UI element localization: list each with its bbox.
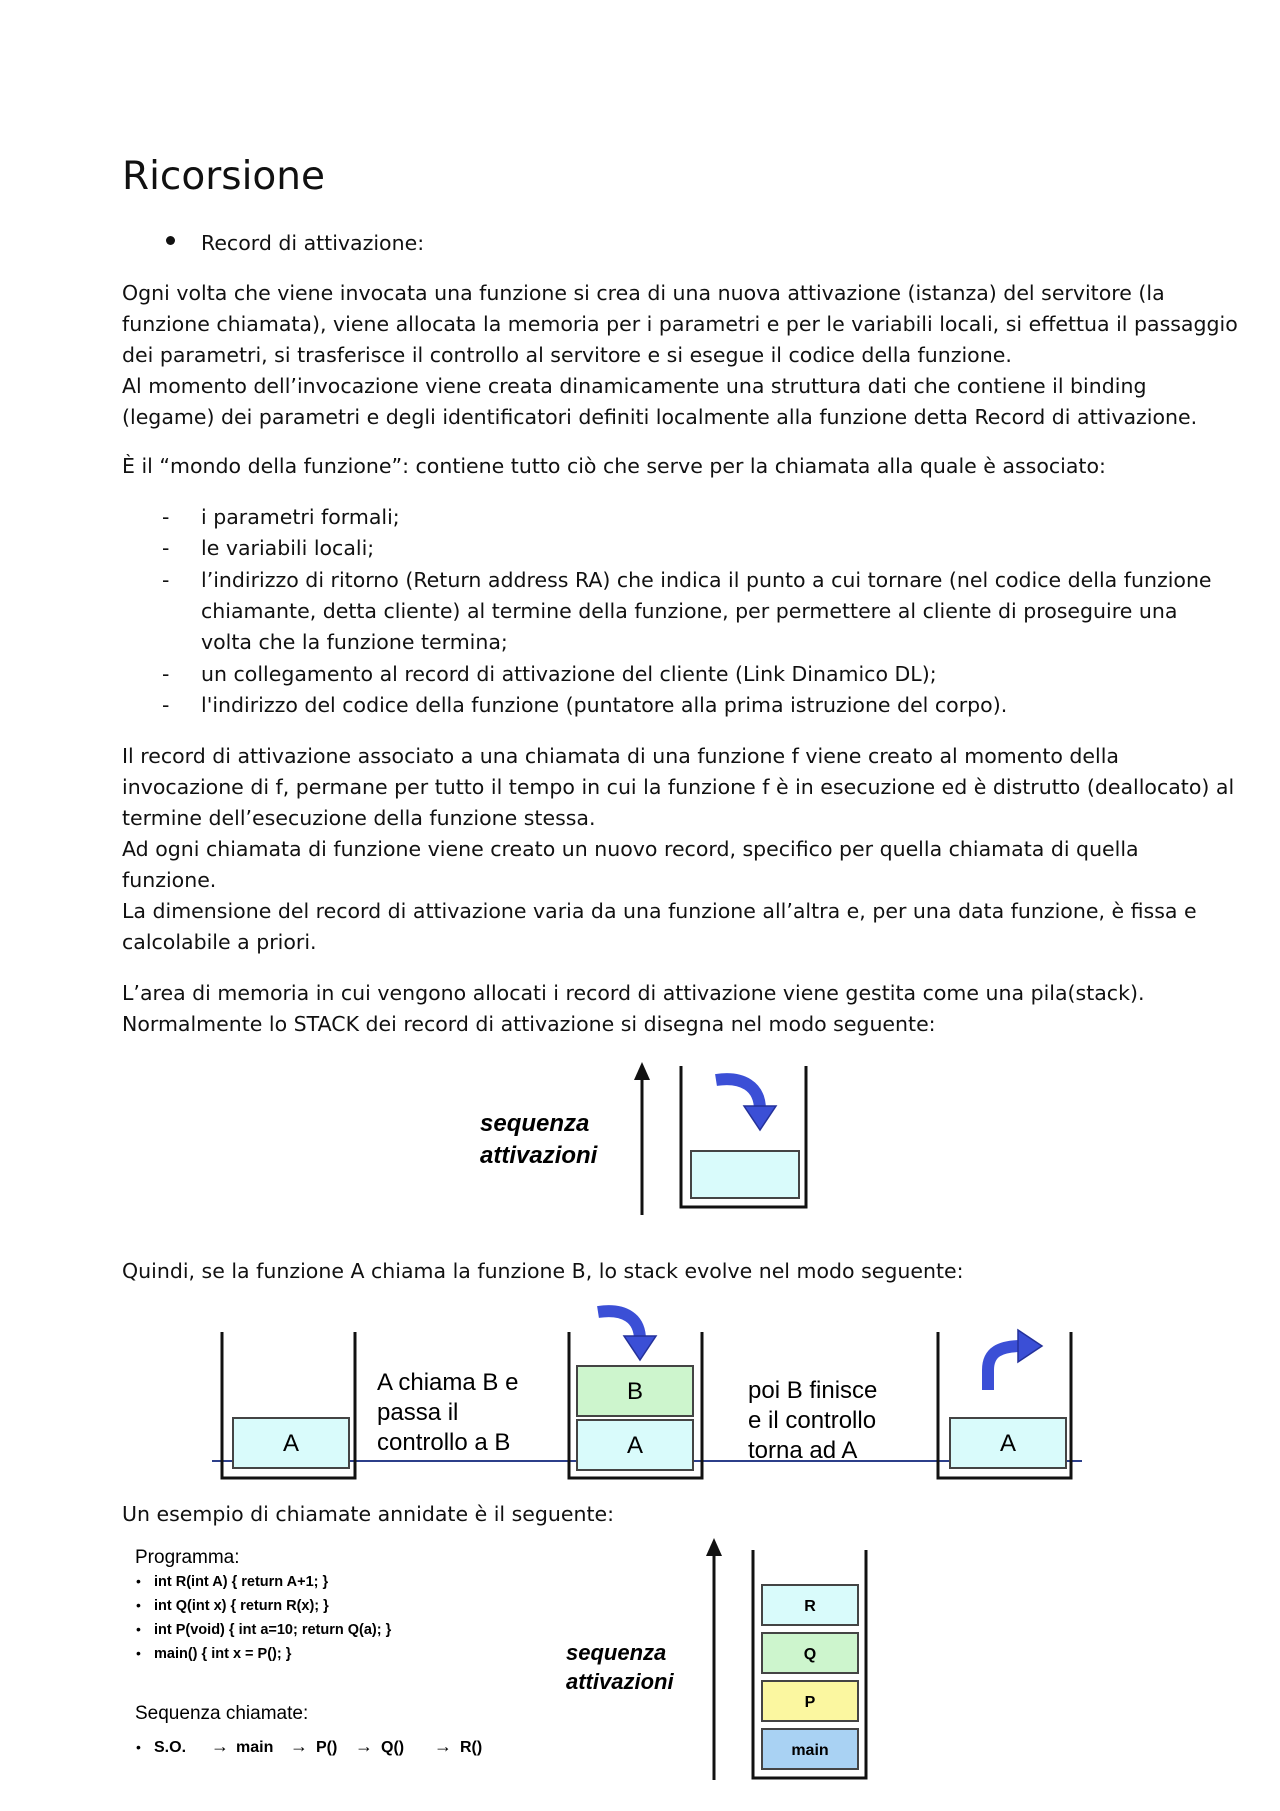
fig3-seq-item: Q() bbox=[381, 1739, 405, 1756]
fig3-program-label: Programma: bbox=[135, 1547, 240, 1568]
fig3-code-line: int P(void) { int a=10; return Q(a); } bbox=[154, 1622, 392, 1638]
fig2-text1-line: controllo a B bbox=[377, 1429, 511, 1456]
fig3-seq-arrow-icon: → bbox=[434, 1736, 452, 1756]
fig1-up-arrowhead bbox=[634, 1062, 650, 1080]
list-dash: - bbox=[162, 662, 170, 686]
para5: Quindi, se la funzione A chiama la funzione B, lo stack evolve nel modo seguente: bbox=[122, 1259, 964, 1283]
fig3-up-arrowhead bbox=[706, 1538, 722, 1556]
fig1-label-line1: sequenza bbox=[480, 1110, 590, 1137]
fig3-code-line: int R(int A) { return A+1; } bbox=[154, 1574, 329, 1590]
list-item: le variabili locali; bbox=[201, 536, 375, 560]
para1-line: Al momento dell’invocazione viene creata dinamicamente una struttura dati che contiene il binding bbox=[122, 374, 1147, 398]
figure-a-calls-b bbox=[212, 1311, 1082, 1478]
list-item: l’indirizzo di ritorno (Return address RA) che indica il punto a cui tornare (nel codice della funzione bbox=[201, 568, 1212, 592]
para1-line: (legame) dei parametri e degli identificatori definiti localmente alla funzione detta Record di attivazione. bbox=[122, 405, 1198, 429]
list-item-cont: chiamante, detta cliente) al termine della funzione, per permettere al cliente di proseguire una bbox=[201, 599, 1178, 623]
para1-line: Ogni volta che viene invocata una funzione si crea di una nuova attivazione (istanza) del servitore (la bbox=[122, 281, 1165, 305]
figure-nested-calls bbox=[135, 1538, 866, 1780]
para3-line: calcolabile a priori. bbox=[122, 930, 317, 954]
fig2-stack1-label-a: A bbox=[282, 1430, 300, 1457]
fig2-text2-line: poi B finisce bbox=[748, 1377, 878, 1404]
list-item: i parametri formali; bbox=[201, 505, 400, 529]
para3-line: funzione. bbox=[122, 868, 217, 892]
fig2-stack2-label-a: A bbox=[626, 1432, 644, 1459]
fig3-seq-arrow-icon: → bbox=[355, 1736, 373, 1756]
list-item-cont: volta che la funzione termina; bbox=[201, 630, 508, 654]
fig3-label-line2: attivazioni bbox=[566, 1669, 674, 1694]
list-dash: - bbox=[162, 505, 170, 529]
para3-line: Il record di attivazione associato a una chiamata di una funzione f viene creato al momento della bbox=[122, 744, 1119, 768]
para4-line: L’area di memoria in cui vengono allocati i record di attivazione viene gestita come una pila(stack). bbox=[122, 981, 1145, 1005]
fig3-code-line: main() { int x = P(); } bbox=[154, 1646, 292, 1662]
fig2-stack3-label-a: A bbox=[999, 1430, 1017, 1457]
fig2-curved-arrowhead-up bbox=[1018, 1330, 1042, 1362]
para3-line: Ad ogni chiamata di funzione viene creato un nuovo record, specifico per quella chiamata di quella bbox=[122, 837, 1139, 861]
fig3-stack-label: P bbox=[804, 1694, 816, 1711]
fig3-seq-item: R() bbox=[460, 1739, 483, 1756]
fig2-curved-arrow-up bbox=[988, 1346, 1022, 1390]
fig3-stack-label: Q bbox=[803, 1646, 817, 1663]
fig3-seq-arrow-icon: → bbox=[290, 1736, 308, 1756]
fig1-label-line2: attivazioni bbox=[480, 1142, 598, 1169]
para1-line: dei parametri, si trasferisce il controllo al servitore e si esegue il codice della funzione. bbox=[122, 343, 1012, 367]
fig2-stack2-label-b: B bbox=[626, 1378, 644, 1405]
fig3-code-list bbox=[136, 1573, 392, 1662]
list-dash: - bbox=[162, 568, 170, 592]
figure-stack-growth bbox=[480, 1062, 806, 1215]
fig2-text2-line: torna ad A bbox=[748, 1437, 858, 1464]
para3-line: La dimensione del record di attivazione varia da una funzione all’altra e, per una data funzione, è fissa e bbox=[122, 899, 1197, 923]
para3-line: invocazione di f, permane per tutto il tempo in cui la funzione f è in esecuzione ed è distrutto (deallocato) al bbox=[122, 775, 1235, 799]
fig3-code-bullet: • bbox=[136, 1621, 141, 1637]
list-dash: - bbox=[162, 693, 170, 717]
fig3-code-line: int Q(int x) { return R(x); } bbox=[154, 1598, 329, 1614]
fig3-seq-item: S.O. bbox=[154, 1739, 187, 1756]
para3-line: termine dell’esecuzione della funzione stessa. bbox=[122, 806, 596, 830]
page-title: Ricorsione bbox=[122, 154, 325, 199]
fig3-seq-item: P() bbox=[316, 1739, 338, 1756]
fig3-stack-label: R bbox=[804, 1598, 816, 1615]
fig2-text1-line: passa il bbox=[377, 1399, 459, 1426]
list-item: l'indirizzo del codice della funzione (puntatore alla prima istruzione del corpo). bbox=[201, 693, 1008, 717]
fig3-label-line1: sequenza bbox=[566, 1640, 667, 1665]
fig1-stack-box bbox=[691, 1151, 799, 1198]
fig3-code-bullet: • bbox=[136, 1645, 141, 1661]
fig2-curved-arrowhead-down bbox=[624, 1336, 656, 1360]
fig3-sequence-label: Sequenza chiamate: bbox=[135, 1703, 309, 1724]
bullet-record-di-attivazione: Record di attivazione: bbox=[201, 231, 425, 255]
fig3-seq-item: main bbox=[236, 1739, 274, 1756]
list-dash: - bbox=[162, 536, 170, 560]
para2: È il “mondo della funzione”: contiene tutto ciò che serve per la chiamata alla quale è associato: bbox=[122, 454, 1106, 478]
fig3-code-bullet: • bbox=[136, 1573, 141, 1589]
fig1-curved-arrowhead bbox=[744, 1106, 776, 1130]
fig3-seq-arrow-icon: → bbox=[211, 1736, 229, 1756]
para6: Un esempio di chiamate annidate è il seguente: bbox=[122, 1502, 615, 1526]
list-item: un collegamento al record di attivazione del cliente (Link Dinamico DL); bbox=[201, 662, 937, 686]
fig3-sequence-bullet: • bbox=[136, 1739, 141, 1755]
fig2-text1-line: A chiama B e bbox=[377, 1369, 519, 1396]
para1-line: funzione chiamata), viene allocata la memoria per i parametri e per le variabili locali, si effettua il passaggio bbox=[122, 312, 1238, 336]
fig3-sequence bbox=[136, 1736, 482, 1756]
para4-line: Normalmente lo STACK dei record di attivazione si disegna nel modo seguente: bbox=[122, 1012, 936, 1036]
fig3-code-bullet: • bbox=[136, 1597, 141, 1613]
fig3-stack-label: main bbox=[791, 1742, 829, 1759]
fig2-text2-line: e il controllo bbox=[748, 1407, 877, 1434]
